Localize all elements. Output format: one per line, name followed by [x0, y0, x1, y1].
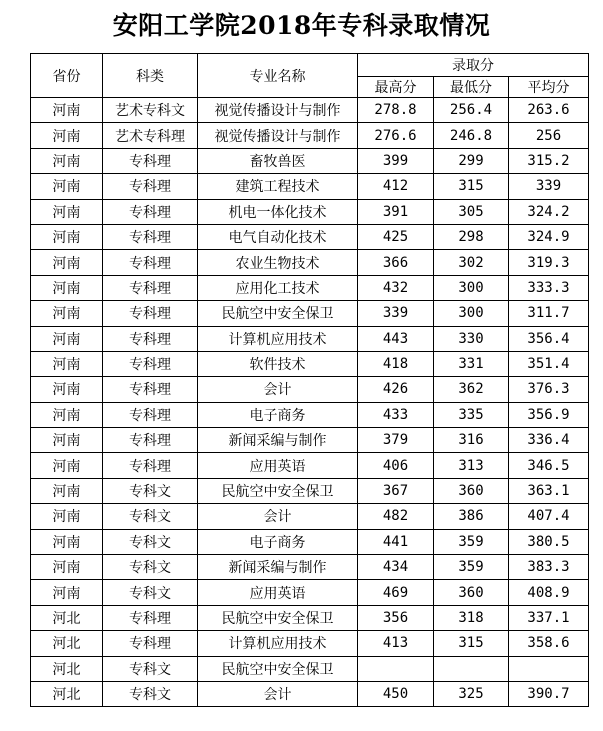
cell-max-score: 443 — [358, 326, 434, 351]
table-row — [31, 428, 589, 453]
cell-max-score: 406 — [358, 453, 434, 478]
cell-major: 机电一体化技术 — [198, 199, 358, 224]
cell-avg-score: 333.3 — [509, 275, 589, 300]
cell-min-score: 362 — [434, 377, 509, 402]
cell-major: 计算机应用技术 — [198, 326, 358, 351]
cell-major: 会计 — [198, 377, 358, 402]
cell-max-score: 433 — [358, 402, 434, 427]
cell-major: 电子商务 — [198, 529, 358, 554]
cell-province: 河南 — [31, 428, 103, 453]
table-row — [31, 555, 589, 580]
cell-max-score: 276.6 — [358, 123, 434, 148]
cell-avg-score: 356.4 — [509, 326, 589, 351]
cell-avg-score: 376.3 — [509, 377, 589, 402]
cell-category: 专科理 — [103, 301, 198, 326]
cell-max-score: 418 — [358, 351, 434, 376]
cell-major: 电气自动化技术 — [198, 224, 358, 249]
cell-province: 河南 — [31, 301, 103, 326]
cell-major: 民航空中安全保卫 — [198, 605, 358, 630]
cell-min-score: 300 — [434, 301, 509, 326]
cell-province: 河北 — [31, 605, 103, 630]
cell-province: 河北 — [31, 681, 103, 706]
cell-province: 河南 — [31, 402, 103, 427]
cell-max-score: 339 — [358, 301, 434, 326]
cell-avg-score: 346.5 — [509, 453, 589, 478]
table-row — [31, 301, 589, 326]
admission-table — [30, 53, 589, 707]
table-row — [31, 656, 589, 681]
cell-min-score: 315 — [434, 631, 509, 656]
cell-major: 计算机应用技术 — [198, 631, 358, 656]
cell-max-score: 441 — [358, 529, 434, 554]
cell-max-score: 366 — [358, 250, 434, 275]
cell-category: 专科文 — [103, 555, 198, 580]
table-row — [31, 605, 589, 630]
cell-major: 会计 — [198, 504, 358, 529]
cell-province: 河南 — [31, 478, 103, 503]
cell-avg-score: 339 — [509, 174, 589, 199]
table-row — [31, 351, 589, 376]
cell-avg-score: 324.9 — [509, 224, 589, 249]
cell-category: 专科理 — [103, 351, 198, 376]
cell-min-score: 313 — [434, 453, 509, 478]
cell-province: 河南 — [31, 504, 103, 529]
cell-min-score: 331 — [434, 351, 509, 376]
cell-category: 专科理 — [103, 605, 198, 630]
cell-min-score: 360 — [434, 580, 509, 605]
cell-max-score: 379 — [358, 428, 434, 453]
cell-category: 专科理 — [103, 377, 198, 402]
table-row — [31, 631, 589, 656]
table-row — [31, 224, 589, 249]
header-province: 省份 — [31, 54, 103, 98]
cell-avg-score: 408.9 — [509, 580, 589, 605]
cell-avg-score: 263.6 — [509, 98, 589, 123]
cell-max-score: 434 — [358, 555, 434, 580]
header-major: 专业名称 — [198, 54, 358, 98]
cell-min-score: 300 — [434, 275, 509, 300]
table-row — [31, 580, 589, 605]
header-avg: 平均分 — [509, 77, 589, 98]
cell-major: 应用英语 — [198, 580, 358, 605]
cell-avg-score — [509, 656, 589, 681]
cell-major: 新闻采编与制作 — [198, 555, 358, 580]
cell-min-score: 256.4 — [434, 98, 509, 123]
cell-avg-score: 324.2 — [509, 199, 589, 224]
cell-province: 河北 — [31, 631, 103, 656]
cell-category: 专科文 — [103, 529, 198, 554]
header-category: 科类 — [103, 54, 198, 98]
cell-avg-score: 351.4 — [509, 351, 589, 376]
cell-province: 河南 — [31, 377, 103, 402]
cell-category: 专科理 — [103, 148, 198, 173]
cell-category: 专科理 — [103, 199, 198, 224]
cell-major: 民航空中安全保卫 — [198, 478, 358, 503]
cell-min-score: 315 — [434, 174, 509, 199]
cell-min-score: 298 — [434, 224, 509, 249]
cell-avg-score: 383.3 — [509, 555, 589, 580]
cell-province: 河北 — [31, 656, 103, 681]
cell-category: 专科理 — [103, 453, 198, 478]
cell-min-score: 330 — [434, 326, 509, 351]
cell-min-score: 359 — [434, 555, 509, 580]
table-row — [31, 250, 589, 275]
cell-major: 建筑工程技术 — [198, 174, 358, 199]
cell-max-score: 426 — [358, 377, 434, 402]
table-row — [31, 529, 589, 554]
table-row — [31, 377, 589, 402]
cell-avg-score: 336.4 — [509, 428, 589, 453]
cell-province: 河南 — [31, 555, 103, 580]
cell-min-score: 386 — [434, 504, 509, 529]
cell-min-score: 305 — [434, 199, 509, 224]
cell-avg-score: 311.7 — [509, 301, 589, 326]
cell-category: 专科理 — [103, 428, 198, 453]
cell-major: 视觉传播设计与制作 — [198, 123, 358, 148]
cell-province: 河南 — [31, 148, 103, 173]
table-row — [31, 123, 589, 148]
cell-min-score — [434, 656, 509, 681]
table-body — [31, 98, 589, 707]
cell-category: 专科理 — [103, 224, 198, 249]
cell-avg-score: 337.1 — [509, 605, 589, 630]
cell-province: 河南 — [31, 580, 103, 605]
cell-min-score: 360 — [434, 478, 509, 503]
cell-avg-score: 363.1 — [509, 478, 589, 503]
cell-max-score: 356 — [358, 605, 434, 630]
table-row — [31, 174, 589, 199]
cell-province: 河南 — [31, 326, 103, 351]
cell-category: 专科理 — [103, 326, 198, 351]
cell-major: 软件技术 — [198, 351, 358, 376]
cell-province: 河南 — [31, 174, 103, 199]
cell-province: 河南 — [31, 123, 103, 148]
header-max: 最高分 — [358, 77, 434, 98]
cell-max-score: 412 — [358, 174, 434, 199]
cell-major: 视觉传播设计与制作 — [198, 98, 358, 123]
cell-max-score: 482 — [358, 504, 434, 529]
cell-min-score: 246.8 — [434, 123, 509, 148]
cell-min-score: 318 — [434, 605, 509, 630]
cell-min-score: 299 — [434, 148, 509, 173]
cell-avg-score: 315.2 — [509, 148, 589, 173]
cell-max-score: 399 — [358, 148, 434, 173]
table-row — [31, 402, 589, 427]
cell-max-score: 413 — [358, 631, 434, 656]
cell-category: 专科理 — [103, 402, 198, 427]
cell-major: 电子商务 — [198, 402, 358, 427]
table-row — [31, 275, 589, 300]
table-row — [31, 681, 589, 706]
header-scores: 录取分 — [358, 54, 589, 77]
cell-min-score: 302 — [434, 250, 509, 275]
cell-province: 河南 — [31, 351, 103, 376]
cell-category: 专科文 — [103, 580, 198, 605]
cell-max-score: 469 — [358, 580, 434, 605]
cell-major: 会计 — [198, 681, 358, 706]
cell-province: 河南 — [31, 224, 103, 249]
cell-category: 艺术专科文 — [103, 98, 198, 123]
cell-province: 河南 — [31, 250, 103, 275]
cell-avg-score: 390.7 — [509, 681, 589, 706]
table-row — [31, 453, 589, 478]
cell-max-score — [358, 656, 434, 681]
cell-major: 应用化工技术 — [198, 275, 358, 300]
cell-category: 专科理 — [103, 631, 198, 656]
cell-major: 应用英语 — [198, 453, 358, 478]
cell-major: 民航空中安全保卫 — [198, 301, 358, 326]
table-header — [31, 54, 589, 98]
cell-max-score: 450 — [358, 681, 434, 706]
cell-max-score: 278.8 — [358, 98, 434, 123]
cell-avg-score: 356.9 — [509, 402, 589, 427]
table-row — [31, 326, 589, 351]
cell-avg-score: 407.4 — [509, 504, 589, 529]
cell-min-score: 335 — [434, 402, 509, 427]
cell-category: 专科文 — [103, 504, 198, 529]
table-row — [31, 504, 589, 529]
cell-category: 专科文 — [103, 478, 198, 503]
cell-category: 专科理 — [103, 250, 198, 275]
cell-max-score: 367 — [358, 478, 434, 503]
cell-province: 河南 — [31, 199, 103, 224]
cell-category: 专科理 — [103, 174, 198, 199]
cell-major: 新闻采编与制作 — [198, 428, 358, 453]
cell-min-score: 325 — [434, 681, 509, 706]
table-row — [31, 199, 589, 224]
table-row — [31, 478, 589, 503]
cell-province: 河南 — [31, 529, 103, 554]
header-min: 最低分 — [434, 77, 509, 98]
cell-min-score: 359 — [434, 529, 509, 554]
cell-major: 畜牧兽医 — [198, 148, 358, 173]
cell-avg-score: 256 — [509, 123, 589, 148]
cell-max-score: 425 — [358, 224, 434, 249]
cell-category: 专科文 — [103, 681, 198, 706]
cell-avg-score: 358.6 — [509, 631, 589, 656]
page-title: 安阳工学院2018年专科录取情况 — [112, 11, 491, 40]
cell-province: 河南 — [31, 275, 103, 300]
cell-major: 农业生物技术 — [198, 250, 358, 275]
cell-avg-score: 380.5 — [509, 529, 589, 554]
cell-max-score: 391 — [358, 199, 434, 224]
table-row — [31, 148, 589, 173]
cell-category: 专科理 — [103, 275, 198, 300]
cell-province: 河南 — [31, 98, 103, 123]
cell-avg-score: 319.3 — [509, 250, 589, 275]
cell-province: 河南 — [31, 453, 103, 478]
table-row — [31, 98, 589, 123]
cell-category: 艺术专科理 — [103, 123, 198, 148]
cell-major: 民航空中安全保卫 — [198, 656, 358, 681]
cell-max-score: 432 — [358, 275, 434, 300]
cell-category: 专科文 — [103, 656, 198, 681]
cell-min-score: 316 — [434, 428, 509, 453]
